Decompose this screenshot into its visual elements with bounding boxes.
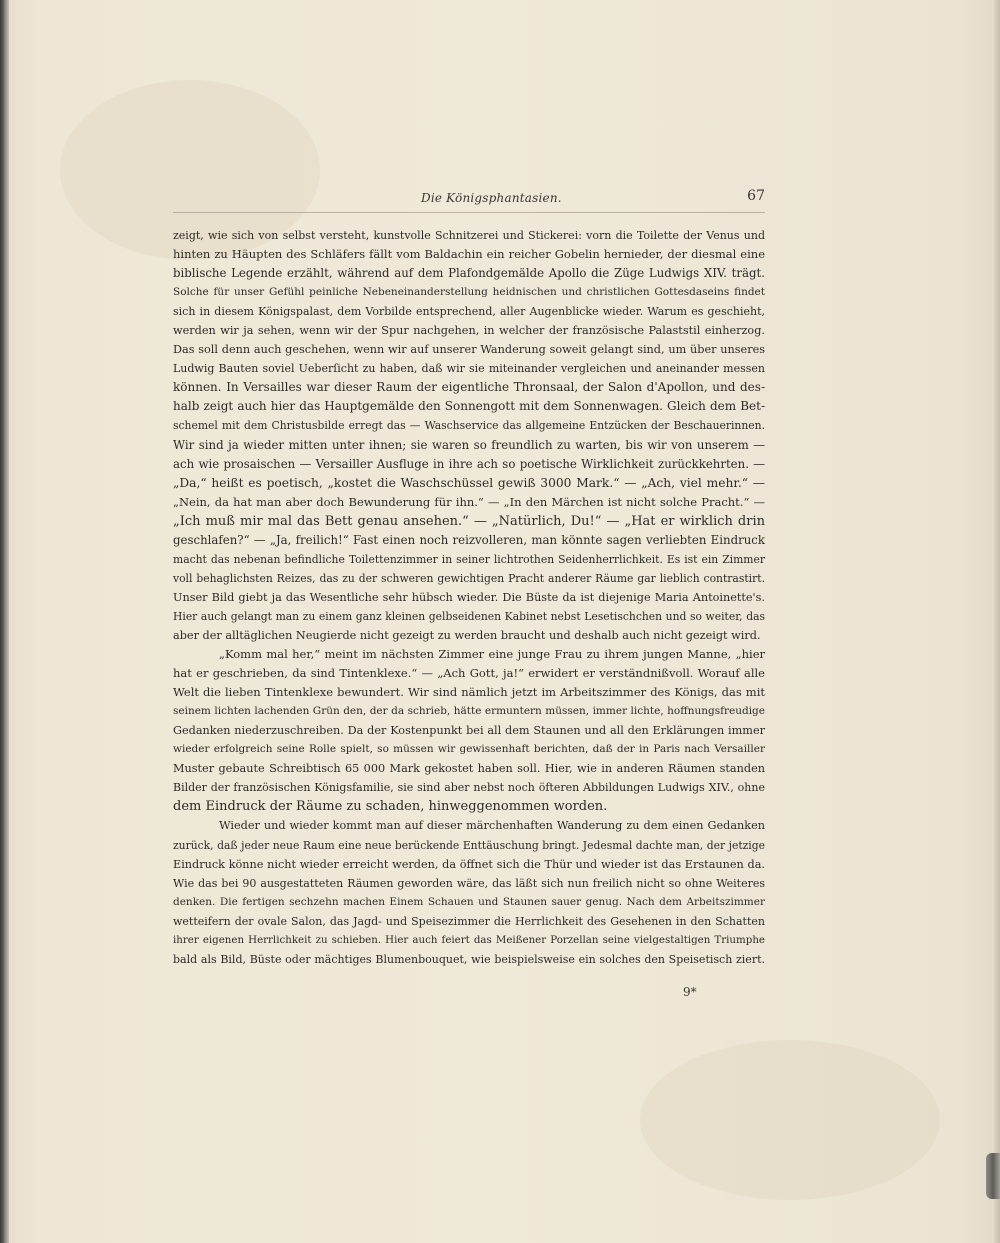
text-line: macht das nebenan befindliche Toilettenzimmer in seiner lichtrothen Seidenherrlichkeit. Es ist ein Zimmer <box>173 552 765 566</box>
paragraph-2 <box>173 645 765 816</box>
body-text <box>173 226 765 969</box>
text-line: bald als Bild, Büste oder mächtiges Blumenbouquet, wie beispielsweise ein solches den Speisetisch ziert. <box>173 952 765 966</box>
paragraph-1 <box>173 226 765 645</box>
text-line: ach wie prosaischen — Versailler Ausfluge in ihre ach so poetische Wirklichkeit zurückkehrten. — <box>173 456 765 471</box>
running-title: Die Königsphantasien. <box>421 191 562 205</box>
text-line: schemel mit dem Christusbilde erregt das — Waschservice das allgemeine Entzücken der Beschauerinnen. <box>173 419 765 433</box>
text-line: werden wir ja sehen, wenn wir der Spur nachgehen, in welcher der französische Palaststil einherzog. <box>173 324 765 338</box>
text-line: Wir sind ja wieder mitten unter ihnen; sie waren so freundlich zu warten, bis wir von unserem — <box>173 437 765 452</box>
text-line: aber der alltäglichen Neugierde nicht gezeigt zu werden braucht und deshalb auch nicht gezeigt wird. <box>173 628 761 642</box>
signature-mark: 9* <box>683 985 697 999</box>
text-line: Ludwig Bauten soviel Ueberſicht zu haben, daß wir sie miteinander vergleichen und aneinander messen <box>173 362 765 376</box>
paragraph-3 <box>173 816 765 968</box>
text-line: „Nein, da hat man aber doch Bewunderung für ihn.“ — „In den Märchen ist nicht solche Pracht.“ — <box>173 494 765 509</box>
text-line: hinten zu Häupten des Schläfers fällt vom Baldachin ein reicher Gobelin hernieder, der diesmal eine <box>173 247 765 262</box>
text-line: wetteifern der ovale Salon, das Jagd- und Speisezimmer die Herrlichkeit des Gesehenen in den Schatten <box>173 914 765 928</box>
page-number: 67 <box>747 188 765 204</box>
text-line: können. In Versailles war dieser Raum der eigentliche Thronsaal, der Salon d'Apollon, und des- <box>173 380 765 395</box>
text-line: Gedanken niederzuschreiben. Da der Kostenpunkt bei all dem Staunen und all den Erklärungen immer <box>173 724 765 738</box>
text-line: sich in diesem Königspalast, dem Vorbilde entsprechend, aller Augenblicke wieder. Warum es geschieht, <box>173 305 765 319</box>
text-line: geschlafen?“ — „Ja, freilich!“ Fast einen noch reizvolleren, man könnte sagen verliebten Eindruck <box>173 532 765 547</box>
text-line: hat er geschrieben, da sind Tintenklexe.“ — „Ach Gott, ja!“ erwidert er verständnißvoll. Worauf alle <box>173 666 765 681</box>
text-line: denken. Die fertigen sechzehn machen Einem Schauen und Staunen sauer genug. Nach dem Arbeitszimmer <box>173 895 765 908</box>
text-line: „Komm mal her,“ meint im nächsten Zimmer eine junge Frau zu ihrem jungen Manne, „hier <box>219 647 765 662</box>
text-line: Eindruck könne nicht wieder erreicht werden, da öffnet sich die Thür und wieder ist das Erstaunen da. <box>173 857 765 871</box>
text-line: seinem lichten lachenden Grün den, der da schrieb, hätte ermuntern müssen, immer lichte, hoffnungsfreudige <box>173 705 765 718</box>
text-line: zeigt, wie sich von selbst versteht, kunstvolle Schnitzerei und Stickerei: vorn die Toilette der Venus und <box>173 229 765 242</box>
header-rule <box>173 212 765 213</box>
text-line: Wie das bei 90 ausgestatteten Räumen geworden wäre, das läßt sich nun freilich nicht so ohne Weiteres <box>173 876 765 890</box>
text-line: Welt die lieben Tintenklexe bewundert. Wir sind nämlich jetzt im Arbeitszimmer des Königs, das mit <box>173 685 765 700</box>
text-line: Das soll denn auch geschehen, wenn wir auf unserer Wanderung soweit gelangt sind, um über unseres <box>173 343 765 357</box>
text-line: Solche für unser Gefühl peinliche Nebeneinanderstellung heidnischen und christlichen Gottesdaseins findet <box>173 286 765 299</box>
text-line: Bilder der französischen Königsfamilie, sie sind aber nebst noch öfteren Abbildungen Ludwigs XIV., ohne <box>173 781 765 795</box>
text-line: Muster gebaute Schreibtisch 65 000 Mark gekostet haben soll. Hier, wie in anderen Räumen standen <box>173 762 765 776</box>
text-line: biblische Legende erzählt, während auf dem Plafondgemälde Apollo die Züge Ludwigs XIV. trägt. <box>173 266 765 281</box>
text-line: „Da,“ heißt es poetisch, „kostet die Waschschüssel gewiß 3000 Mark.“ — „Ach, viel mehr.“ — <box>173 475 765 490</box>
running-head <box>173 188 765 212</box>
text-line: halb zeigt auch hier das Hauptgemälde den Sonnengott mit dem Sonnenwagen. Gleich dem Bet- <box>173 399 765 414</box>
text-line: Unser Bild giebt ja das Wesentliche sehr hübsch wieder. Die Büste da ist diejenige Maria Antoinette's. <box>173 590 765 604</box>
paper-stain <box>640 1040 940 1200</box>
text-line: dem Eindruck der Räume zu schaden, hinweggenommen worden. <box>173 799 608 815</box>
text-line: Wieder und wieder kommt man auf dieser märchenhaften Wanderung zu dem einen Gedanken <box>219 819 765 833</box>
text-line: Hier auch gelangt man zu einem ganz kleinen gelbseidenen Kabinet nebst Lesetischchen und so weiter, das <box>173 609 765 623</box>
text-line: voll behaglichsten Reizes, das zu der schweren gewichtigen Pracht anderer Räume gar lieblich contrastirt. <box>173 571 765 585</box>
text-line: ihrer eigenen Herrlichkeit zu schieben. Hier auch feiert das Meißener Porzellan seine vielgestaltigen Triumphe <box>173 933 765 946</box>
text-line: wieder erfolgreich seine Rolle spielt, so müssen wir gewissenhaft berichten, daß der in Paris nach Versailler <box>173 743 765 756</box>
book-binding-edge <box>0 0 9 1243</box>
text-line: „Ich muß mir mal das Bett genau ansehen.“ — „Natürlich, Du!“ — „Hat er wirklich drin <box>173 513 765 529</box>
page-clip <box>986 1153 1000 1199</box>
text-line: zurück, daß jeder neue Raum eine neue berückende Enttäuschung bringt. Jedesmal dachte man, der jetzige <box>173 838 765 852</box>
page-right-edge <box>994 0 1000 1243</box>
